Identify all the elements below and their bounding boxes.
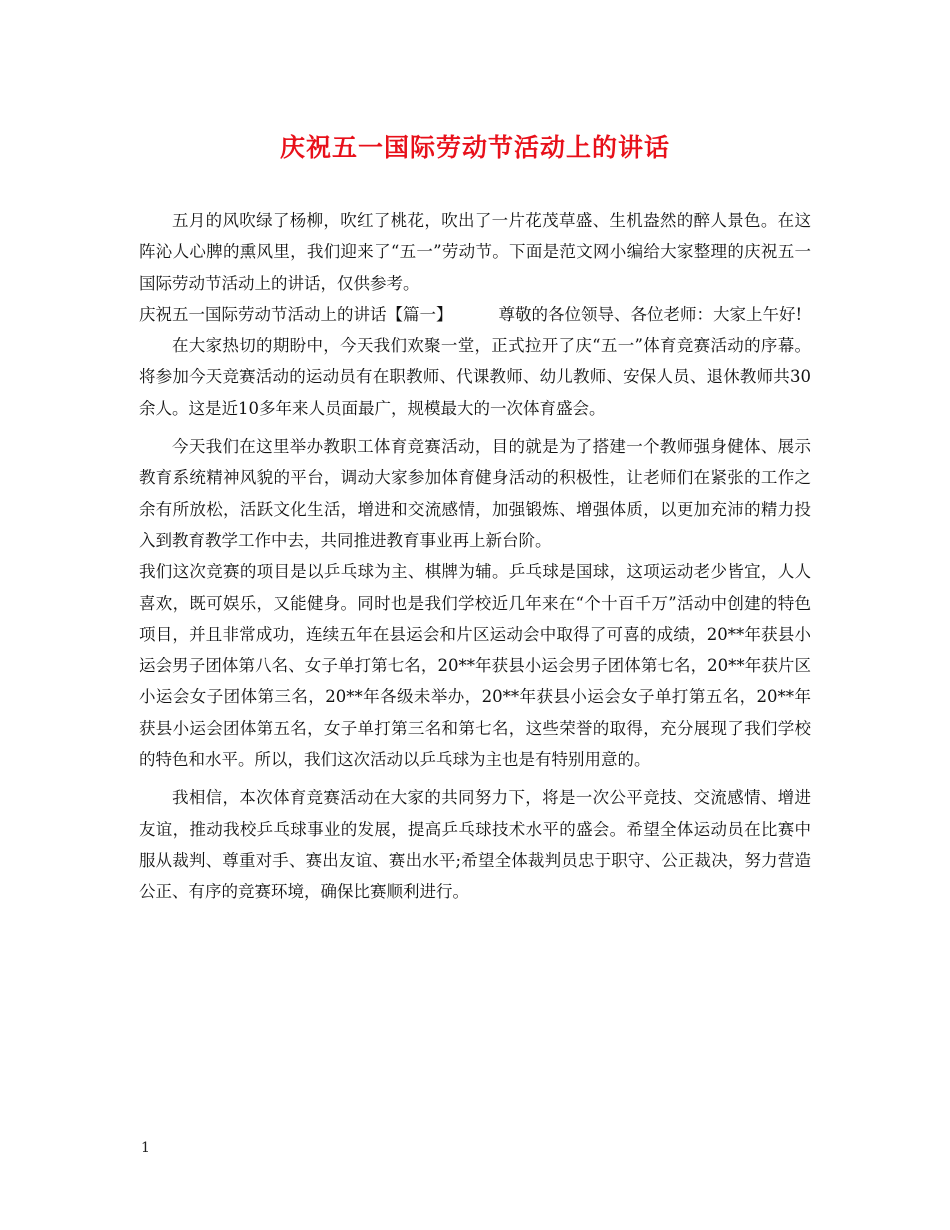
document-body xyxy=(139,205,811,908)
section-heading-line xyxy=(139,299,811,330)
body-paragraph-2: 今天我们在这里举办教职工体育竞赛活动，目的就是为了搭建一个教师强身健体、展示教育系统精神风貌的平台，调动大家参加体育健身活动的积极性，让老师们在紧张的工作之余有所放松，活跃文化生活，增进和交流感情，加强锻炼、增强体质，以更加充沛的精力投入到教育教学工作中去，共同推进教育事业再上新台阶。 xyxy=(139,437,811,550)
body-paragraph-4: 我相信，本次体育竞赛活动在大家的共同努力下，将是一次公平竞技、交流感情、增进友谊，推动我校乒乓球事业的发展，提高乒乓球技术水平的盛会。希望全体运动员在比赛中服从裁判、尊重对手、赛出友谊、赛出水平;希望全体裁判员忠于职守、公正裁决，努力营造公正、有序的竞赛环境，确保比赛顺利进行。 xyxy=(139,788,811,902)
section-heading: 庆祝五一国际劳动节活动上的讲话【篇一】 xyxy=(139,304,453,324)
page-number: 1 xyxy=(141,1140,150,1156)
body-paragraph-3: 我们这次竞赛的项目是以乒乓球为主、棋牌为辅。乒乓球是国球，这项运动老少皆宜，人人喜欢，既可娱乐，又能健身。同时也是我们学校近几年来在“个十百千万”活动中创建的特色项目，并且非常成功，连续五年在县运会和片区运动会中取得了可喜的成绩，20**年获县小运会男子团体第八名、女子单打第七名，20**年获县小运会男子团体第七名，20**年获片区小运会女子团体第三名，20**年各级未举办，20**年获县小运会女子单打第五名，20**年获县小运会团体第五名，女子单打第三名和第七名，这些荣誉的取得，充分展现了我们学校的特色和水平。所以，我们这次活动以乒乓球为主也是有特别用意的。 xyxy=(139,562,811,770)
body-paragraph-1: 在大家热切的期盼中，今天我们欢聚一堂，正式拉开了庆“五一”体育竞赛活动的序幕。将参加今天竞赛活动的运动员有在职教师、代课教师、幼儿教师、安保人员、退休教师共30余人。这是近10多年来人员面最广，规模最大的一次体育盛会。 xyxy=(139,336,811,418)
document-title: 庆祝五一国际劳动节活动上的讲话 xyxy=(279,133,670,162)
greeting: 尊敬的各位领导、各位老师：大家上午好! xyxy=(498,304,803,324)
intro-paragraph: 五月的风吹绿了杨柳，吹红了桃花，吹出了一片花茂草盛、生机盎然的醉人景色。在这阵沁人心脾的熏风里，我们迎来了“五一”劳动节。下面是范文网小编给大家整理的庆祝五一国际劳动节活动上的讲话，仅供参考。 xyxy=(139,211,811,293)
